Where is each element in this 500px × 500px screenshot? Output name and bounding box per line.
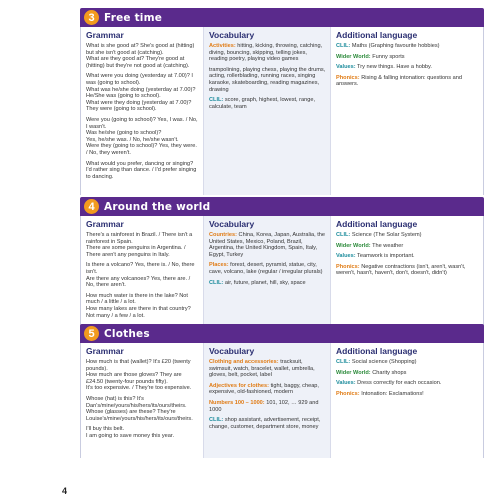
vocabulary-item	[209, 400, 326, 413]
unit-title: Clothes	[104, 327, 150, 340]
vocabulary-item	[209, 232, 326, 258]
vocabulary-label: Adjectives for clothes:	[209, 382, 269, 389]
unit-title: Free time	[104, 11, 163, 24]
additional-text: Dress correctly for each occasion.	[357, 380, 442, 387]
vocabulary-label: CLIL:	[209, 279, 224, 286]
additional-language-column	[330, 216, 484, 326]
additional-label: Wider World:	[336, 53, 371, 60]
additional-item	[336, 75, 479, 88]
additional-label: Values:	[336, 253, 356, 260]
additional-label: Phonics:	[336, 390, 360, 397]
grammar-column	[80, 216, 203, 326]
additional-text: Maths (Graphing favourite hobbies)	[351, 43, 440, 49]
additional-item	[336, 64, 479, 71]
additional-item	[336, 54, 479, 61]
grammar-item: What is she good at? She's good at (hitting) but she isn't good at (catching). What are they good at? They're good at (hitting) but they're not good at (catching).	[86, 43, 195, 69]
additional-text: Funny sports	[372, 53, 405, 60]
vocabulary-item	[209, 280, 326, 287]
additional-item	[336, 43, 479, 50]
grammar-item: Whose (hat) is this? It's Dan's/mine/yours/his/hers/its/ours/theirs. Whose (glasses) are these? They're Louise's/mine/yours/his/hers/its/ours/theirs.	[86, 395, 193, 422]
vocabulary-label: Activities:	[209, 43, 236, 49]
additional-text: Science (The Solar System)	[351, 232, 422, 238]
vocabulary-text: tracksuit, swimsuit, watch, bracelet, wallet, umbrella, gloves, belt, pocket, label	[209, 359, 315, 379]
vocabulary-column	[203, 216, 330, 326]
additional-item	[336, 264, 479, 277]
grammar-item: Is there a volcano? Yes, there is. / No, there isn't. Are there any volcanoes? Yes, there are. / No, there aren't.	[86, 262, 195, 289]
grammar-item: What were you doing (yesterday at 7.00)? I was (going to school). What was he/she doing (yesterday at 7.00)? He/She was (going to school). What were they doing (yesterday at 7.00)? They were (going to school).	[86, 73, 196, 113]
vocabulary-item	[209, 43, 326, 63]
vocabulary-text: shop assistant, advertisement, receipt, change, customer, department store, money	[209, 417, 321, 430]
vocabulary-text: forest, desert, pyramid, statue, city, cave, volcano, lake (regular / irregular plurals)	[209, 262, 323, 275]
additional-item	[336, 391, 479, 398]
additional-language-column	[330, 27, 484, 195]
additional-label: Phonics:	[336, 74, 360, 81]
vocabulary-label: CLIL:	[209, 97, 224, 104]
unit-number-badge: 5	[84, 326, 99, 341]
additional-item	[336, 232, 479, 239]
unit-table	[80, 343, 484, 458]
unit-number-badge: 3	[84, 10, 99, 25]
grammar-item: How much is that (wallet)? It's £20 (twenty pounds). How much are those gloves? They are £24.50 (twenty-four pounds fifty). It's too expensive. / They're too expensive.	[86, 359, 192, 392]
additional-label: Wider World:	[336, 242, 371, 249]
vocabulary-label: Countries:	[209, 232, 237, 238]
additional-language-column	[330, 343, 484, 458]
grammar-column	[80, 27, 203, 195]
additional-language-heading: Additional language	[336, 346, 418, 356]
page-number: 4	[62, 486, 68, 496]
additional-label: CLIL:	[336, 43, 351, 49]
additional-label: Phonics:	[336, 263, 360, 270]
grammar-item: Were you (going to school)? Yes, I was. / No, I wasn't. Was he/she (going to school)? Yes, he/she was. / No, he/she wasn't. Were they (going to school)? Yes, they were. / No, they weren't.	[86, 116, 198, 156]
additional-text: Teamwork is important.	[357, 253, 415, 260]
unit-title: Around the world	[104, 200, 211, 213]
grammar-heading: Grammar	[86, 346, 124, 356]
vocabulary-label: Places:	[209, 262, 229, 269]
vocabulary-item	[209, 417, 326, 430]
unit-header	[80, 8, 484, 27]
additional-text: Negative contractions (isn't, aren't, wasn't, weren't, hasn't, haven't, don't, doesn't, didn't)	[336, 263, 466, 277]
additional-text: The weather	[372, 242, 404, 249]
vocabulary-text: China, Korea, Japan, Australia, the United States, Mexico, Poland, Brazil, Argentina, the United Kingdom, Spain, Italy, Egypt, Turkey	[209, 232, 325, 258]
additional-text: Try new things. Have a hobby.	[357, 64, 432, 71]
vocabulary-item	[209, 359, 326, 379]
unit-header	[80, 324, 484, 343]
vocabulary-text: score, graph, highest, lowest, range, calculate, team	[209, 97, 316, 110]
additional-language-heading: Additional language	[336, 30, 418, 40]
additional-item	[336, 380, 479, 387]
unit-header	[80, 197, 484, 216]
vocabulary-item	[209, 262, 326, 275]
additional-text: Social science (Shopping)	[351, 359, 417, 365]
vocabulary-text: 101, 102, … 929 and 1000	[209, 399, 319, 413]
additional-label: Values:	[336, 64, 356, 71]
grammar-item: How much water is there in the lake? Not much / a little / a lot. How many lakes are there in that country? Not many / a few / a lot.	[86, 292, 191, 319]
additional-item	[336, 359, 479, 366]
additional-item	[336, 370, 479, 377]
vocabulary-heading: Vocabulary	[209, 30, 255, 40]
additional-language-heading: Additional language	[336, 219, 418, 229]
vocabulary-label: Numbers 100 – 1000:	[209, 399, 265, 406]
grammar-item: There's a rainforest in Brazil. / There isn't a rainforest in Spain. There are some penguins in Argentina. / There aren't any penguins in Italy.	[86, 232, 193, 258]
vocabulary-column	[203, 343, 330, 458]
additional-text: Rising & falling intonation: questions and answers.	[336, 74, 462, 88]
unit-3-section	[80, 8, 484, 195]
vocabulary-text: air, future, planet, hill, sky, space	[224, 279, 306, 286]
vocabulary-item	[209, 67, 326, 93]
vocabulary-item	[209, 97, 326, 110]
unit-number-badge: 4	[84, 199, 99, 214]
additional-text: Charity shops	[372, 369, 407, 376]
grammar-column	[80, 343, 203, 458]
vocabulary-text: hitting, kicking, throwing, catching, diving, bouncing, skipping, telling jokes, reading poetry, playing video games	[209, 43, 323, 63]
vocabulary-label: Clothing and accessories:	[209, 359, 279, 365]
unit-4-section	[80, 197, 484, 322]
grammar-item: What would you prefer, dancing or singing? I'd rather sing than dance. / I'd prefer singing to dancing.	[86, 160, 197, 180]
vocabulary-label: CLIL:	[209, 417, 224, 424]
grammar-heading: Grammar	[86, 30, 124, 40]
vocabulary-heading: Vocabulary	[209, 219, 255, 229]
vocabulary-item	[209, 383, 326, 396]
unit-5-section	[80, 324, 484, 458]
vocabulary-heading: Vocabulary	[209, 346, 255, 356]
grammar-heading: Grammar	[86, 219, 124, 229]
additional-label: Wider World:	[336, 369, 371, 376]
unit-table	[80, 216, 484, 322]
grammar-item: I'll buy this belt. I am going to save money this year.	[86, 426, 174, 439]
additional-label: CLIL:	[336, 359, 351, 365]
vocabulary-column	[203, 27, 330, 195]
syllabus-page	[80, 8, 484, 454]
vocabulary-text: trampolining, playing chess, playing the drums, acting, rollerblading, running races, singing karaoke, skateboarding, reading magazines, drawing	[209, 66, 326, 93]
vocabulary-text: tight, baggy, cheap, expensive, old-fashioned, modern	[209, 382, 319, 396]
additional-item	[336, 253, 479, 260]
additional-item	[336, 243, 479, 250]
additional-label: CLIL:	[336, 232, 351, 238]
unit-table	[80, 27, 484, 195]
additional-label: Values:	[336, 380, 356, 387]
additional-text: Intonation: Exclamations!	[361, 390, 424, 397]
